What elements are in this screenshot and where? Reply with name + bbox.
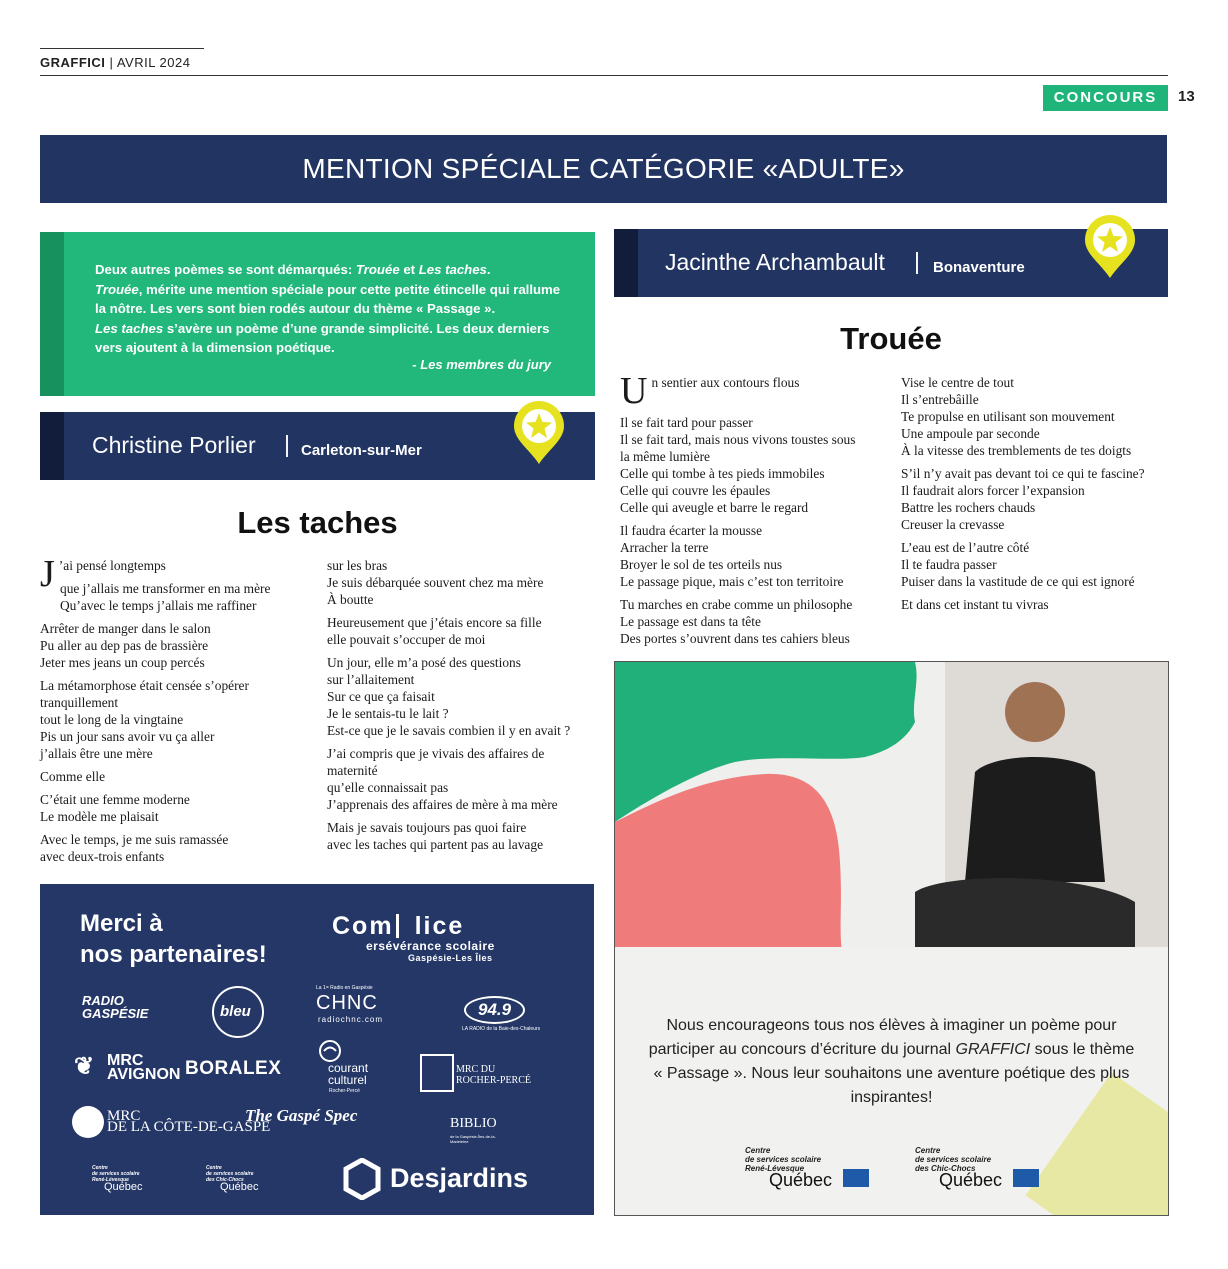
css-rene-levesque: Centre de services scolaire René-Lévesque (745, 1146, 822, 1173)
jury-title-4: Les taches (95, 320, 164, 336)
poem-first-line: ’ai pensé longtemps (58, 558, 166, 573)
poem-stanza: La métamorphose était censée s’opérer tranquillement tout le long de la vingtaine Pis un jour sans avoir vu ça aller j’allais être une mère (40, 678, 249, 761)
leaf-icon: ❦ (74, 1053, 95, 1080)
header-rule-short (40, 48, 204, 49)
poem-stanza: Vise le centre de tout Il s’entrebâille Te propulse en utilisant son mouvement Une ampoule par seconde À la vitesse des tremblements de tes doigts (901, 375, 1132, 458)
header-rule (40, 75, 1168, 76)
quebec-flag-icon (843, 1169, 869, 1187)
star-pin-icon (1081, 212, 1139, 280)
biblio-subtitle: de la Gaspésie-Îles-de-la-Madeleine (450, 1134, 496, 1144)
jury-text-4: , mérite une mention spéciale pour cette petite étincelle qui rallume la nôtre. Les vers sont bien rodés autour du thème « Passage ». (95, 281, 561, 316)
partners-heading: Merci à nos partenaires! (80, 910, 267, 968)
poem-stanza: que j’allais me transformer en ma mère Qu’avec le temps j’allais me raffiner (60, 581, 271, 613)
jury-text-5: s’avère un poème d’une grande simplicité. Les deux derniers vers ajoutent à la dimension poétique. (95, 320, 550, 355)
quebec-wordmark: Québec (769, 1170, 833, 1190)
quebec-wordmark: Québec (939, 1170, 1003, 1190)
poem-column-1 (40, 553, 325, 871)
jury-title-2: Les taches (418, 262, 487, 277)
author-separator: | (914, 248, 920, 274)
mrc-cote-emblem-icon (72, 1106, 104, 1138)
jury-comment (95, 260, 570, 358)
star-pin-icon (510, 398, 568, 466)
jury-text-2: et (399, 262, 419, 277)
poem-column-1 (620, 370, 900, 653)
jury-title-3: Trouée (95, 281, 139, 297)
partners-box (40, 884, 594, 1215)
css-chic-chocs: Centre de services scolaire des Chic-Chocs (915, 1146, 992, 1173)
page-header (40, 55, 190, 70)
poem-stanza: S’il n’y avait pas devant toi ce qui te fascine? Il faudrait alors forcer l’expansion Battre les rochers chauds Creuser la crevasse (901, 466, 1145, 532)
css-chic-chocs: Centre de services scolaire des Chic-Chocs (206, 1165, 254, 1183)
boralex-logo: BORALEX (185, 1058, 282, 1079)
promo-text: Nous encourageons tous nos élèves à imaginer un poème pour participer au concours d’écriture du journal GRAFFICI sous le thème « Passage ». Nous leur souhaitons une aventure poétique des plus inspirantes! (648, 1017, 1135, 1106)
jury-text-1: Deux autres poèmes se sont démarqués: (95, 262, 356, 277)
radio-949-tagline: LA RADIO de la Baie-des-Chaleurs (462, 1026, 541, 1032)
author-place: Carleton-sur-Mer (301, 442, 422, 459)
radio-949-logo: 94.9 (464, 996, 525, 1024)
ribbon-icon (396, 914, 413, 938)
complice-subtitle: ersévérance scolaire (366, 939, 495, 953)
author-separator: | (284, 431, 290, 457)
desjardins-logo: Desjardins (390, 1163, 529, 1193)
poem-stanza: L’eau est de l’autre côté Il te faudra passer Puiser dans la vastitude de ce qui est ignoré (901, 540, 1135, 589)
complice-region: Gaspésie-Les Îles (408, 953, 493, 963)
poem-stanza: sur les bras Je suis débarquée souvent chez ma mère À boutte (327, 558, 544, 607)
poem-stanza: Tu marches en crabe comme un philosophe Le passage est dans ta tête Des portes s’ouvrent dans tes cahiers bleus (620, 597, 853, 646)
courant-culturel-logo: courant culturel (328, 1061, 369, 1087)
mrc-cote-gaspe-logo: MRC DE LA CÔTE-DE-GASPÉ (107, 1108, 271, 1135)
quebec-wordmark: Québec (220, 1181, 259, 1193)
poem-column-2 (901, 374, 1166, 619)
poem-stanza: Arrêter de manger dans le salon Pu aller au dep pas de brassière Jeter mes jeans un coup percés (40, 621, 211, 670)
quebec-wordmark: Québec (104, 1181, 143, 1193)
mrc-rocher-perce-logo: MRC DU ROCHER-PERCÉ (456, 1064, 532, 1086)
quebec-flag-icon (1013, 1169, 1039, 1187)
jury-signature: - Les membres du jury (412, 357, 551, 372)
author-place: Bonaventure (933, 259, 1025, 276)
poem-stanza: Il faudra écarter la mousse Arracher la terre Broyer le sol de tes orteils nus Le passage pique, mais c’est ton territoire (620, 523, 844, 589)
promo-box (614, 661, 1169, 1216)
author-bar-fold-right (614, 229, 638, 297)
complice-logo: Com lice ersévérance scolaire Gaspésie-Les Îles (332, 912, 495, 963)
radio-gaspesie-logo: RADIO GASPÉSIE (82, 993, 149, 1021)
jury-comment-box (64, 232, 595, 396)
poem-first-line: n sentier aux contours flous (651, 375, 800, 390)
jury-title-1: Trouée (355, 262, 400, 277)
poem-stanza: Et dans cet instant tu vivras (901, 597, 1049, 612)
section-tag: CONCOURS (1043, 85, 1168, 111)
poem-stanza: Heureusement que j’étais encore sa fille elle pouvait s’occuper de moi (327, 615, 542, 647)
publication-name: GRAFFICI (40, 55, 106, 70)
gaspe-spec-logo: The Gaspé Spec (245, 1106, 358, 1125)
promo-publication: GRAFFICI (955, 1041, 1031, 1058)
poem-title: Trouée (840, 321, 942, 356)
desjardins-hexagon-icon (343, 1158, 381, 1200)
poem-stanza: Comme elle (40, 769, 106, 784)
chnc-url: radiochnc.com (318, 1015, 384, 1024)
poem-title: Les taches (237, 505, 398, 540)
author-name: Christine Porlier (92, 432, 256, 458)
author-name: Jacinthe Archambault (665, 249, 885, 275)
courant-swirl-icon (318, 1039, 342, 1063)
poem-dropcap: J (40, 553, 55, 595)
poem-stanza: Un jour, elle m’a posé des questions sur l’allaitement Sur ce que ça faisait Je le sentais-tu le lait ? Est-ce que je le savais combien il y en avait ? (327, 655, 571, 738)
poem-column-2 (327, 557, 595, 859)
mention-banner: MENTION SPÉCIALE CATÉGORIE «ADULTE» (40, 135, 1167, 203)
poem-stanza: Avec le temps, je me suis ramassée avec deux-trois enfants (40, 832, 229, 864)
poem-stanza: Mais je savais toujours pas quoi faire avec les taches qui partent pas au lavage (327, 820, 544, 852)
chnc-logo: CHNC (316, 992, 378, 1014)
courant-subtitle: Rocher-Percé (329, 1088, 360, 1094)
poem-stanza: Il se fait tard pour passer Il se fait tard, mais nous vivons toustes sous la même lumière Celle qui tombe à tes pieds immobiles Celle qui couvre les épaules Celle qui aveugle et barre le regard (620, 415, 856, 515)
css-rene-levesque: Centre de services scolaire René-Lévesque (92, 1165, 140, 1183)
rocher-perce-icon (420, 1054, 454, 1092)
chnc-tagline: La 1ʳᵉ Radio en Gaspésie (316, 985, 373, 991)
poem-dropcap: U (620, 370, 648, 412)
page-number: 13 (1178, 88, 1195, 105)
author-bar-fold-left (40, 412, 64, 480)
header-separator: | (109, 55, 114, 70)
poem-stanza: C’était une femme moderne Le modèle me plaisait (40, 792, 190, 824)
poem-stanza: J’ai compris que je vivais des affaires de maternité qu’elle connaissait pas J’apprenais des affaires de mère à ma mère (327, 746, 558, 812)
bleu-logo: bleu (220, 1003, 251, 1020)
promo-illustration (615, 662, 1168, 962)
issue-date: AVRIL 2024 (116, 55, 191, 70)
jury-text-3: . (486, 262, 491, 277)
mrc-avignon-logo: MRC AVIGNON (107, 1052, 181, 1083)
jury-box-fold (40, 232, 64, 396)
biblio-logo: BIBLIO (450, 1116, 497, 1131)
